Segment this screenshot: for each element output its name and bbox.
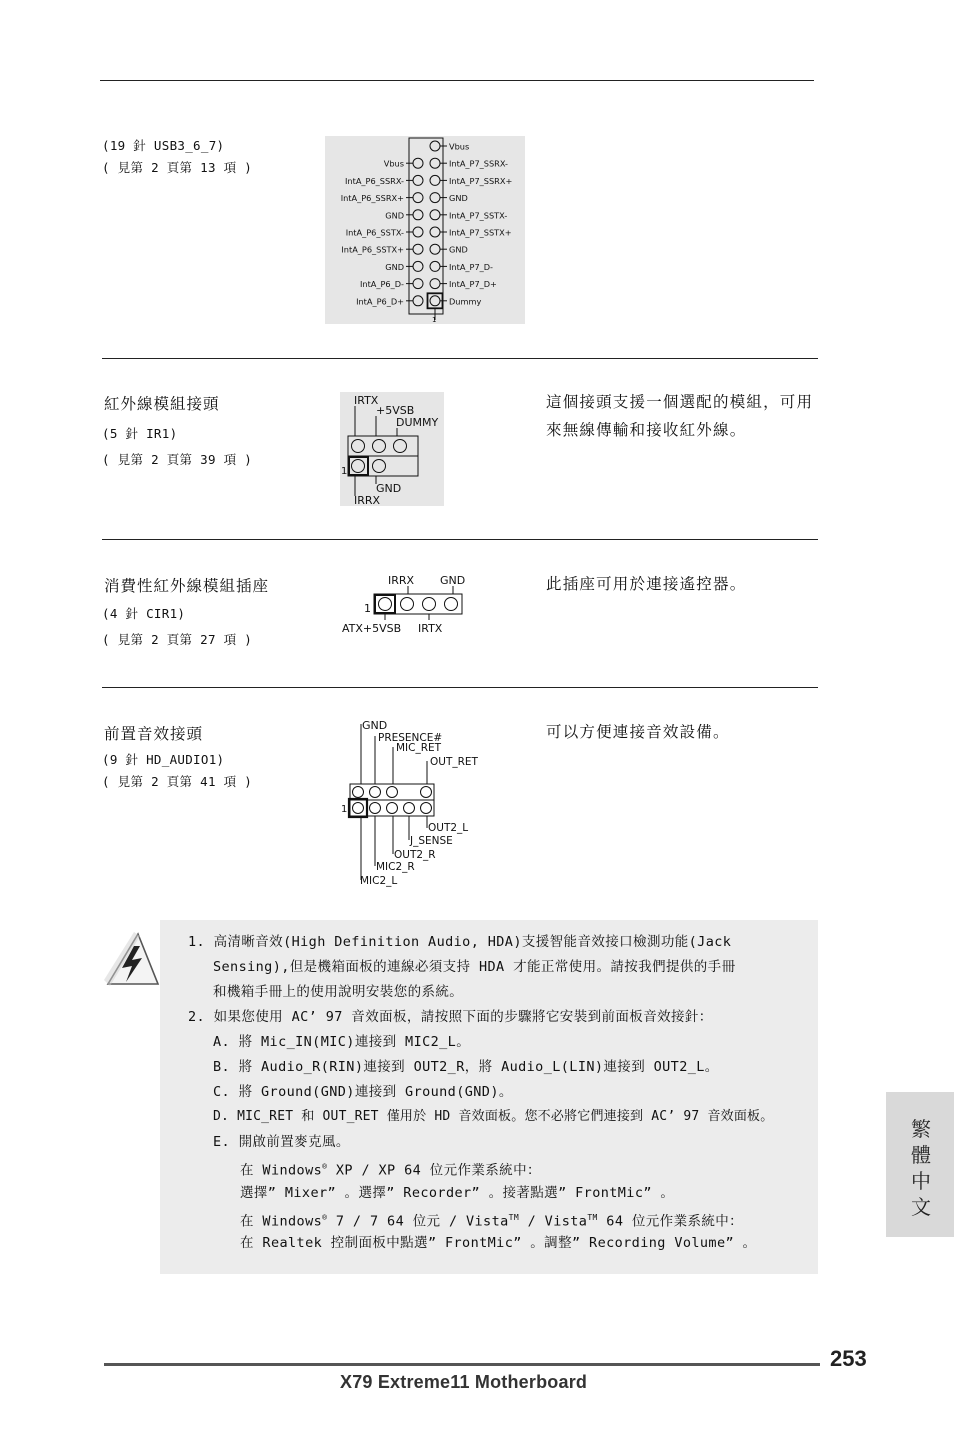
language-char-1: 繁 <box>911 1117 931 1141</box>
trademark-mark-2: TM <box>587 1213 598 1222</box>
ir-irrx-label: IRRX <box>354 494 381 506</box>
page-number: 253 <box>830 1346 867 1371</box>
note-2-step-a: A. 將 Mic_IN(MIC)連接到 MIC2_L。 <box>213 1034 471 1050</box>
usb3-pinout-diagram <box>325 136 525 324</box>
note-2-step-e-line-4: 在 Realtek 控制面板中點選” FrontMic” 。調整” Recording Volume” 。 <box>240 1235 757 1251</box>
ir-pin1-label: 1 <box>341 466 348 477</box>
trademark-mark: TM <box>508 1213 520 1222</box>
audio-mic2l-label: MIC2_L <box>360 875 398 887</box>
note-2-step-e-line-3 <box>240 1208 743 1232</box>
cir-irrx-label: IRRX <box>388 574 415 587</box>
audio-pin <box>370 803 381 814</box>
ir-page-ref: ( 見第 2 頁第 39 項 ) <box>102 452 253 467</box>
xp-text: XP / XP 64 位元作業系統中： <box>327 1162 541 1179</box>
rule-1 <box>102 358 818 359</box>
note-1-line-3: 和機箱手冊上的使用說明安裝您的系統。 <box>213 984 464 1000</box>
audio-outret-label: OUT_RET <box>430 756 478 768</box>
os-text: 64 位元作業系統中： <box>597 1213 744 1230</box>
cir-title: 消費性紅外線模組插座 <box>104 577 270 595</box>
audio-page-ref: ( 見第 2 頁第 41 項 ) <box>102 774 253 789</box>
audio-pinout-diagram <box>338 718 478 890</box>
usb3-pin-right-label: IntA_P7_SSTX+ <box>449 227 512 238</box>
usb3-pin-right-label: GND <box>449 244 468 255</box>
registered-mark: ® <box>322 1162 328 1171</box>
caution-icon <box>100 930 162 988</box>
usb3-pin-left-label: IntA_P6_D- <box>359 279 404 290</box>
windows-text-2: 在 Windows <box>240 1213 323 1230</box>
ir-irtx-label: IRTX <box>354 394 379 407</box>
audio-description: 可以方便連接音效設備。 <box>546 723 730 741</box>
windows-text: 在 Windows <box>240 1162 323 1179</box>
audio-out2l-label: OUT2_L <box>428 822 469 834</box>
audio-pin <box>370 787 381 798</box>
audio-pin <box>387 803 398 814</box>
usb3-pin-right-label: GND <box>449 193 468 204</box>
note-2-step-e: E. 開啟前置麥克風。 <box>213 1134 350 1150</box>
usb3-pin-right-label: Vbus <box>449 141 470 152</box>
usb3-pin-right-label: IntA_P7_SSRX- <box>449 158 508 169</box>
audio-out2r-label: OUT2_R <box>394 849 436 861</box>
audio-pin <box>421 787 432 798</box>
audio-micret-label: MIC_RET <box>396 742 442 754</box>
top-rule <box>100 80 814 81</box>
cir-page-ref: ( 見第 2 頁第 27 項 ) <box>102 632 253 647</box>
cir-pin1-label: 1 <box>364 602 371 615</box>
vista-text: 7 / 7 64 位元 / Vista <box>327 1213 509 1230</box>
usb3-pin-count: (19 針 USB3_6_7) <box>102 138 225 153</box>
usb3-pin-left-label: IntA_P6_SSTX+ <box>341 244 404 255</box>
usb3-pin-right-label: IntA_P7_SSTX- <box>449 210 508 221</box>
usb3-pin-left-label: GND <box>385 210 404 221</box>
audio-pin1-label: 1 <box>341 804 348 815</box>
note-2-step-e-line-1 <box>240 1157 541 1181</box>
audio-pin <box>404 803 415 814</box>
audio-pin <box>353 787 364 798</box>
cir-irtx-label: IRTX <box>418 622 443 635</box>
cir-atx5vsb-label: ATX+5VSB <box>342 622 402 635</box>
audio-mic2r-label: MIC2_R <box>376 861 415 873</box>
cir-gnd-label: GND <box>440 574 466 587</box>
cir-description: 此插座可用於連接遙控器。 <box>546 575 747 593</box>
usb3-pin-left-label: IntA_P6_SSRX+ <box>340 193 404 204</box>
usb3-pin1-label: 1 <box>432 316 437 324</box>
audio-pin <box>387 787 398 798</box>
usb3-pin-left-label: GND <box>385 261 404 272</box>
note-1-line-2: Sensing),但是機箱面板的連線必須支持 HDA 才能正常使用。請按我們提供的手冊 <box>213 959 736 975</box>
language-tab-label <box>910 1116 932 1220</box>
audio-gnd-label: GND <box>362 719 388 732</box>
note-2-step-b: B. 將 Audio_R(RIN)連接到 OUT2_R，將 Audio_L(LIN)連接到 OUT2_L。 <box>213 1059 719 1075</box>
usb3-pin-left-label: IntA_P6_SSTX- <box>345 227 404 238</box>
vista-text-2: / Vista <box>519 1213 588 1230</box>
usb3-pin-left-label: IntA_P6_D+ <box>356 296 404 307</box>
usb3-pin-left-label: Vbus <box>383 158 404 169</box>
usb3-pin-right-label: IntA_P7_D- <box>449 261 494 272</box>
ir-5vsb-label: +5VSB <box>376 404 415 417</box>
ir-description: 這個接頭支援一個選配的模組，可用來無線傳輸和接收紅外線。 <box>546 393 814 439</box>
language-char-2: 體 <box>911 1143 931 1167</box>
audio-jsense-label: J_SENSE <box>410 835 453 847</box>
audio-pin-count: (9 針 HD_AUDIO1) <box>102 752 225 767</box>
footer-rule <box>104 1363 820 1366</box>
audio-presence-label: PRESENCE# <box>378 732 443 744</box>
ir-gnd-label: GND <box>376 482 402 495</box>
cir-pinout-diagram <box>340 572 470 638</box>
ir-dummy-label: DUMMY <box>396 416 439 429</box>
rule-3 <box>102 687 818 688</box>
cir-pin-count: (4 針 CIR1) <box>102 606 186 621</box>
language-char-4: 文 <box>911 1195 931 1219</box>
audio-pin <box>421 803 432 814</box>
language-char-3: 中 <box>911 1169 931 1193</box>
note-1-line-1: 1. 高清晰音效(High Definition Audio, HDA)支援智能音效接口檢測功能(Jack <box>188 934 732 950</box>
ir-title: 紅外線模組接頭 <box>104 395 220 413</box>
usb3-page-ref: ( 見第 2 頁第 13 項 ) <box>102 160 253 175</box>
note-2-step-c: C. 將 Ground(GND)連接到 Ground(GND)。 <box>213 1084 513 1100</box>
usb3-pin-right-label: Dummy <box>449 296 482 307</box>
ir-pinout-diagram <box>340 392 444 506</box>
language-tab <box>886 1092 954 1237</box>
footer-title: X79 Extreme11 Motherboard <box>340 1372 588 1392</box>
rule-2 <box>102 539 818 540</box>
usb3-pin-right-label: IntA_P7_SSRX+ <box>449 175 513 186</box>
note-2-step-e-line-2: 選擇” Mixer” 。選擇” Recorder” 。接著點選” FrontMic” 。 <box>240 1185 675 1201</box>
usb3-pin-left-label: IntA_P6_SSRX- <box>345 175 404 186</box>
ir-pin-count: (5 針 IR1) <box>102 426 178 441</box>
registered-mark-2: ® <box>322 1213 328 1222</box>
audio-title: 前置音效接頭 <box>104 725 204 743</box>
note-2-step-d: D. MIC_RET 和 OUT_RET 僅用於 HD 音效面板。您不必將它們連接到 AC’ 97 音效面板。 <box>213 1109 774 1124</box>
audio-pin <box>353 803 364 814</box>
usb3-pin-right-label: IntA_P7_D+ <box>449 279 497 290</box>
note-2: 2. 如果您使用 AC’ 97 音效面板，請按照下面的步驟將它安裝到前面板音效接針： <box>188 1009 713 1025</box>
